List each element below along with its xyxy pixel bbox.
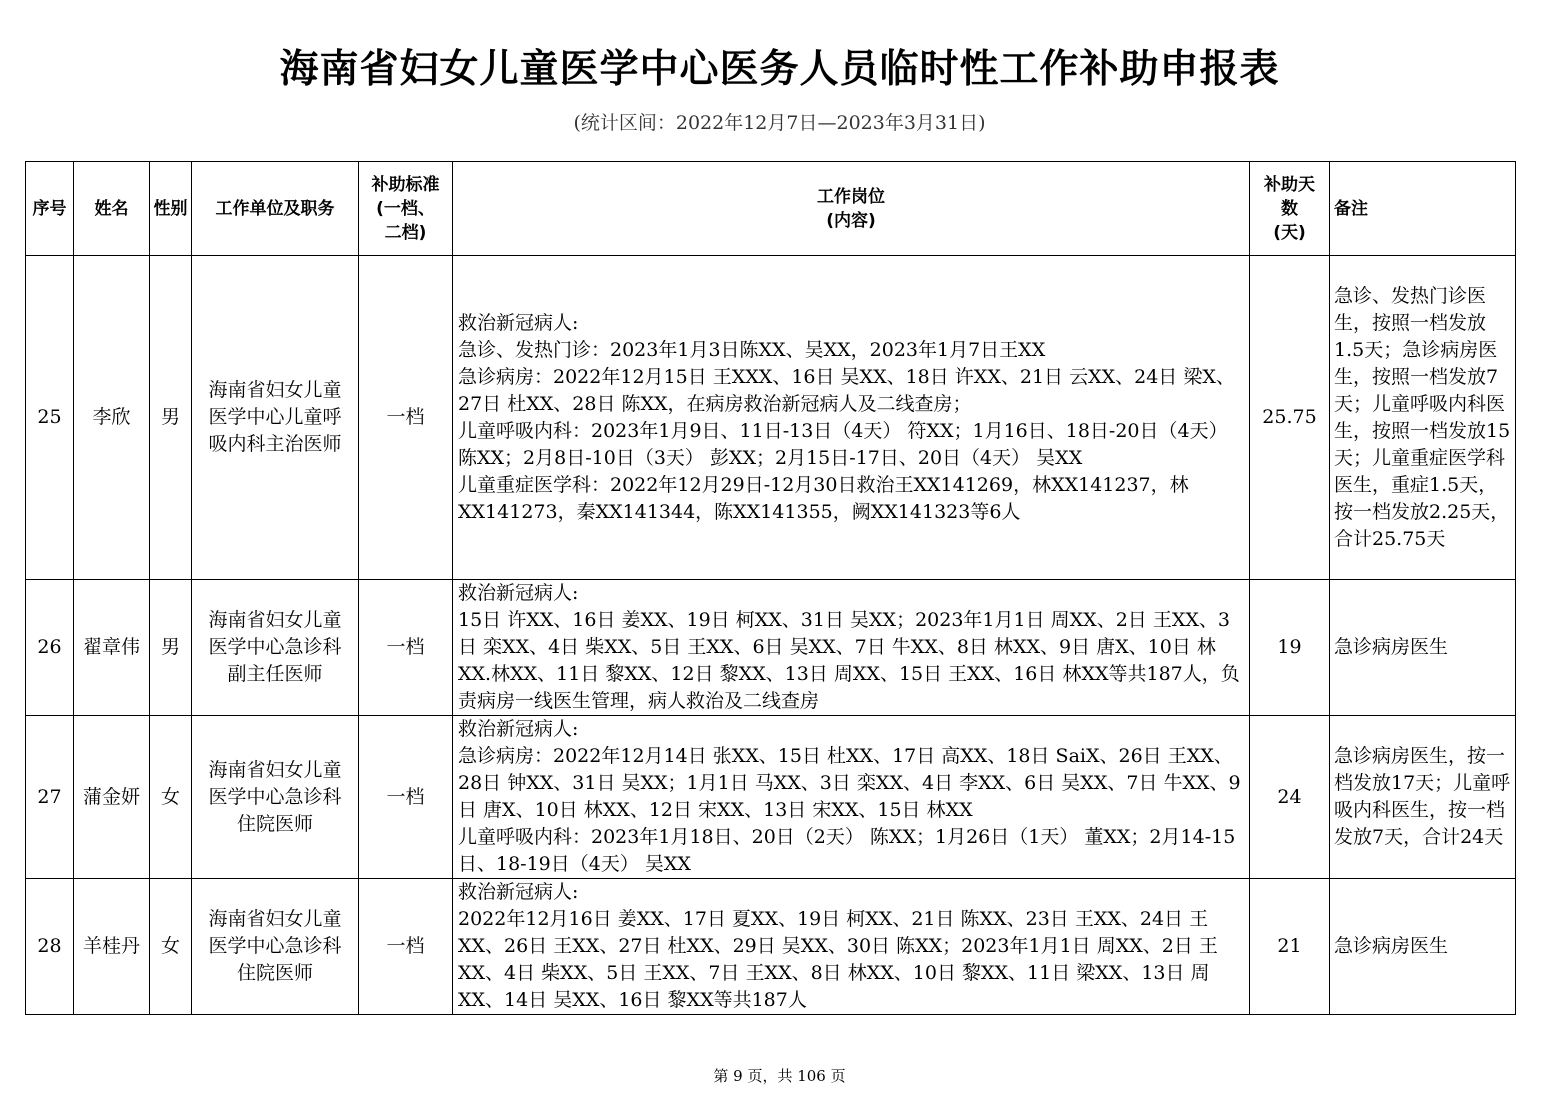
subsidy-table [25, 161, 1516, 1015]
row-unit: 海南省妇女儿童医学中心急诊科副主任医师 [192, 580, 359, 716]
row-note: 急诊病房医生 [1330, 580, 1516, 716]
row-seq: 28 [26, 879, 74, 1015]
row-days: 19 [1250, 580, 1330, 716]
row-content: 救治新冠病人: 急诊、发热门诊：2023年1月3日陈XX、吴XX，2023年1月7日王XX 急诊病房：2022年12月15日 王XXX、16日 吴XX、18日 许XX、21日 云XX、24日 梁X、27日 杜XX、28日 陈XX，在病房救治新冠病人及二线查房； 儿童呼吸内科：2023年1月9日、11日-13日（4天） 符XX；1月16日、18日-20日（4天） 陈XX；2月8日-10日（3天） 彭XX；2月15日-17日、20日（4天） 吴XX 儿童重症医学科：2022年12月29日-12月30日救治王XX141269，林XX141237，林XX141273，秦XX141344，陈XX141355，阙XX141323等6人 [453, 256, 1250, 580]
header-days: 补助天 数 (天) [1250, 162, 1330, 256]
row-unit: 海南省妇女儿童医学中心儿童呼吸内科主治医师 [192, 256, 359, 580]
statistics-period: (统计区间：2022年12月7日—2023年3月31日) [573, 112, 986, 134]
row-standard: 一档 [359, 256, 453, 580]
row-gender: 女 [150, 879, 192, 1015]
row-standard: 一档 [359, 716, 453, 879]
header-name: 姓名 [74, 162, 150, 256]
row-days: 21 [1250, 879, 1330, 1015]
row-name: 羊桂丹 [74, 879, 150, 1015]
row-name: 李欣 [74, 256, 150, 580]
row-unit: 海南省妇女儿童医学中心急诊科住院医师 [192, 716, 359, 879]
row-note: 急诊、发热门诊医生，按照一档发放1.5天；急诊病房医生，按照一档发放7天；儿童呼吸内科医生，按照一档发放15天；儿童重症医学科医生，重症1.5天，按一档发放2.25天，合计25.75天 [1330, 256, 1516, 580]
row-days: 24 [1250, 716, 1330, 879]
table-row [26, 716, 1516, 879]
row-standard: 一档 [359, 879, 453, 1015]
row-content: 救治新冠病人: 急诊病房：2022年12月14日 张XX、15日 杜XX、17日 高XX、18日 SaiX、26日 王XX、28日 钟XX、31日 吴XX；1月1日 马XX、3日 栾XX、4日 李XX、6日 吴XX、7日 牛XX、9日 唐X、10日 林XX、12日 宋XX、13日 宋XX、15日 林XX 儿童呼吸内科：2023年1月18日、20日（2天） 陈XX；1月26日（1天） 董XX；2月14-15日、18-19日（4天） 吴XX [453, 716, 1250, 879]
row-content: 救治新冠病人: 15日 许XX、16日 姜XX、19日 柯XX、31日 吴XX；2023年1月1日 周XX、2日 王XX、3日 栾XX、4日 柴XX、5日 王XX、6日 吴XX、7日 牛XX、8日 林XX、9日 唐X、10日 林XX.林XX、11日 黎XX、12日 黎XX、13日 周XX、15日 王XX、16日 林XX等共187人，负责病房一线医生管理，病人救治及二线查房 [453, 580, 1250, 716]
page-number: 第 9 页，共 106 页 [713, 1067, 846, 1085]
header-seq: 序号 [26, 162, 74, 256]
row-seq: 27 [26, 716, 74, 879]
row-gender: 男 [150, 580, 192, 716]
row-unit: 海南省妇女儿童医学中心急诊科住院医师 [192, 879, 359, 1015]
table-row [26, 580, 1516, 716]
row-gender: 男 [150, 256, 192, 580]
page-title: 海南省妇女儿童医学中心医务人员临时性工作补助申报表 [279, 47, 1280, 92]
table-row [26, 256, 1516, 580]
row-standard: 一档 [359, 580, 453, 716]
header-position: 工作岗位 (内容) [453, 162, 1250, 256]
header-note: 备注 [1330, 162, 1516, 256]
row-name: 蒲金妍 [74, 716, 150, 879]
row-name: 翟章伟 [74, 580, 150, 716]
header-standard: 补助标准 (一档、 二档) [359, 162, 453, 256]
row-seq: 25 [26, 256, 74, 580]
row-gender: 女 [150, 716, 192, 879]
header-unit: 工作单位及职务 [192, 162, 359, 256]
header-row [26, 162, 1516, 256]
row-content: 救治新冠病人: 2022年12月16日 姜XX、17日 夏XX、19日 柯XX、21日 陈XX、23日 王XX、24日 王XX、26日 王XX、27日 杜XX、29日 吴XX、30日 陈XX；2023年1月1日 周XX、2日 王XX、4日 柴XX、5日 王XX、7日 王XX、8日 林XX、10日 黎XX、11日 梁XX、13日 周XX、14日 吴XX、16日 黎XX等共187人 [453, 879, 1250, 1015]
header-gender: 性别 [150, 162, 192, 256]
row-days: 25.75 [1250, 256, 1330, 580]
row-note: 急诊病房医生，按一档发放17天；儿童呼吸内科医生，按一档发放7天，合计24天 [1330, 716, 1516, 879]
row-seq: 26 [26, 580, 74, 716]
table-row [26, 879, 1516, 1015]
row-note: 急诊病房医生 [1330, 879, 1516, 1015]
